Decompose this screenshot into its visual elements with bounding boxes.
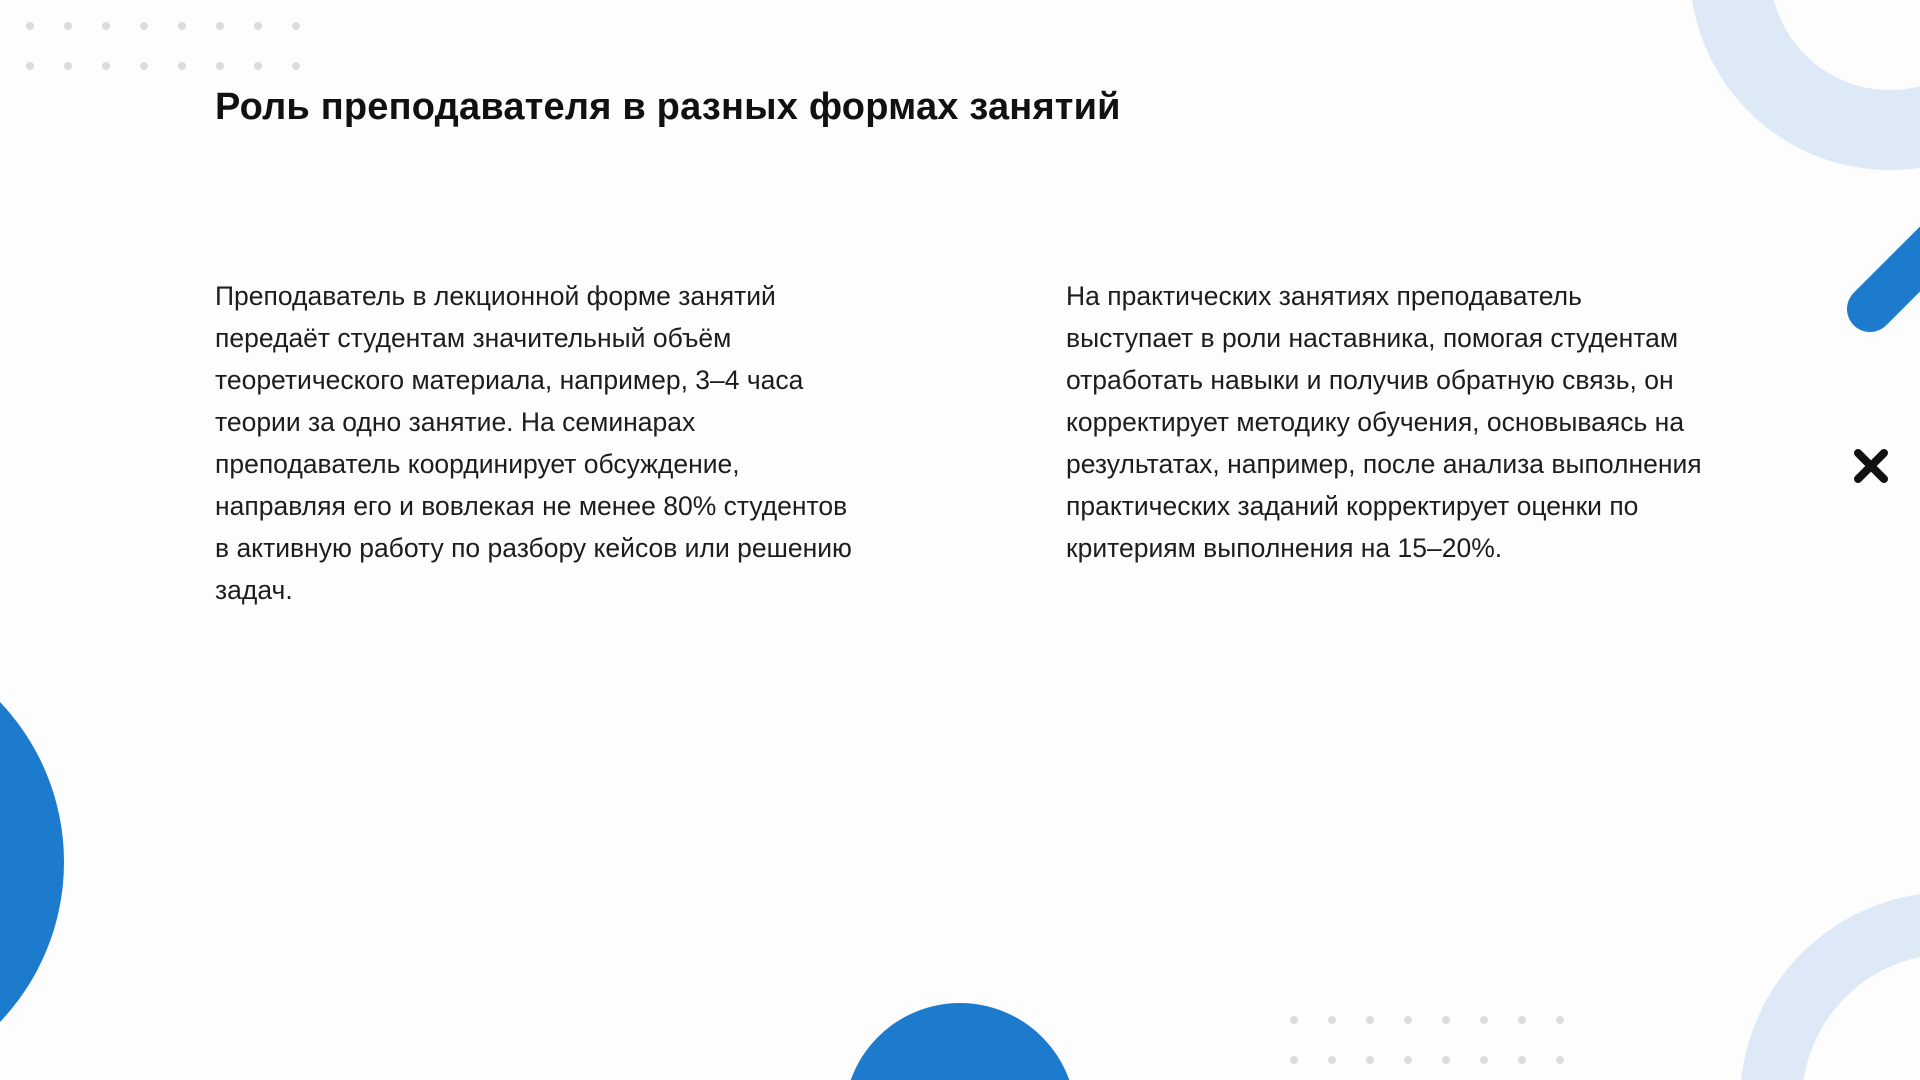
dot-grid-top-left bbox=[26, 22, 300, 70]
left-column-text: Преподаватель в лекционной форме занятий передаёт студентам значительный объём теоретического материала, например, 3–4 часа теории за одно занятие. На семинарах преподаватель координирует обсуждение, направляя его и вовлекая не менее 80% студентов в активную работу по разбору кейсов или решению задач. bbox=[215, 281, 852, 605]
close-icon bbox=[1853, 448, 1889, 484]
right-column-text: На практических занятиях преподаватель выступает в роли наставника, помогая студентам отработать навыки и получив обратную связь, он корректирует методику обучения, основываясь на результатах, например, после анализа выполнения практических заданий корректирует оценки по критериям выполнения на 15–20%. bbox=[1066, 281, 1702, 563]
decorative-ring-bottom-right bbox=[1740, 892, 1920, 1080]
decorative-ring-top-right bbox=[1690, 0, 1920, 170]
decorative-circle-bottom bbox=[844, 1003, 1076, 1080]
decorative-diagonal-stroke bbox=[1837, 182, 1920, 342]
decorative-circle-left bbox=[0, 630, 64, 1080]
dot-grid-bottom bbox=[1290, 1016, 1564, 1064]
slide-title: Роль преподавателя в разных формах занятий bbox=[215, 86, 1121, 128]
